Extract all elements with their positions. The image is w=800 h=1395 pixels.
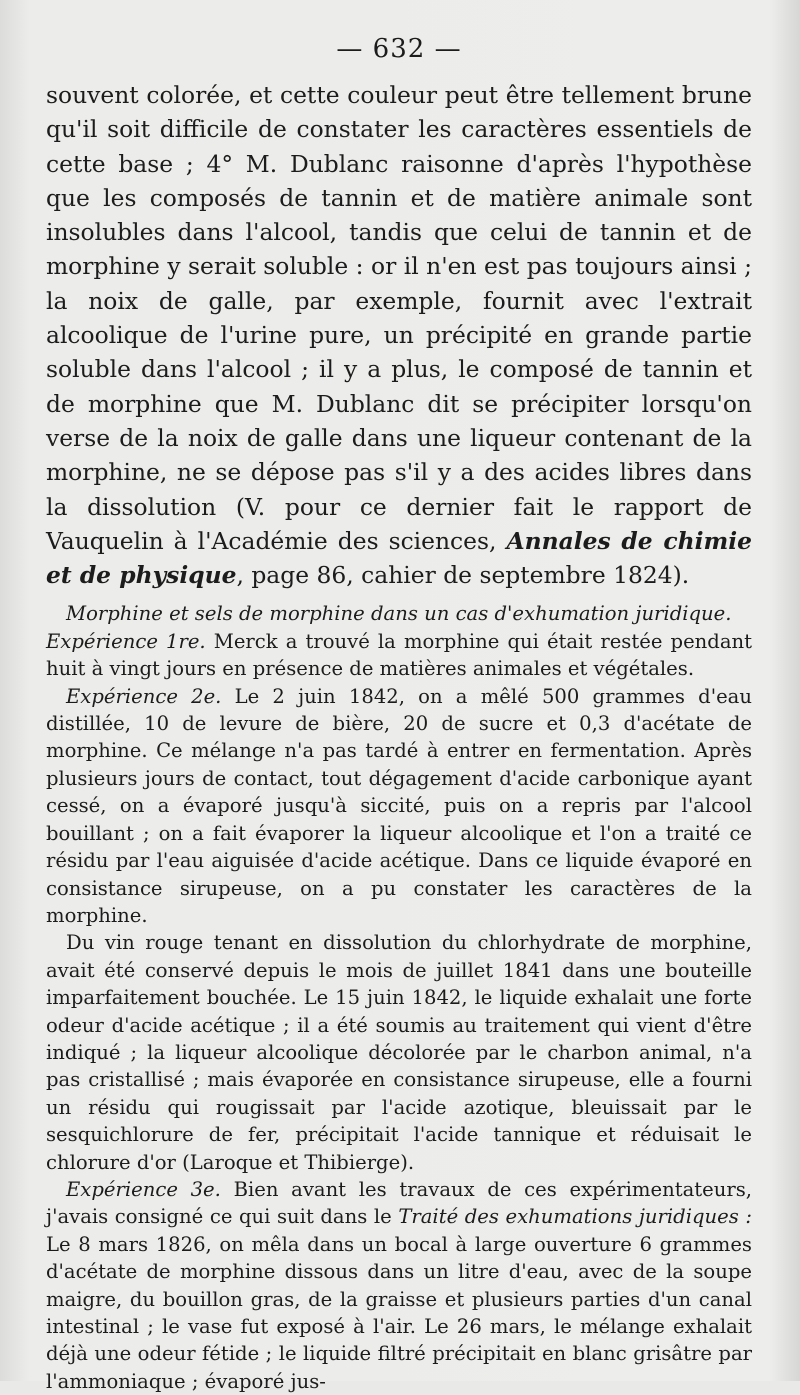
- paragraph-vin-rouge: Du vin rouge tenant en dissolution du chlorhydrate de morphine, avait été conservé depuis le mois de juillet 1841 dans une bouteille imparfaitement bouchée. Le 15 juin 1842, le liquide exhalait une forte odeur d'acide acétique ; il a été soumis au traitement qui vient d'être indiqué ; la liqueur alcoolique décolorée par le charbon animal, n'a pas cristallisé ; mais évaporée en consistance sirupeuse, elle a fourni un résidu qui rougissait par l'acide azotique, bleuissait par le sesquichlorure de fer, précipitait l'acide tannique et réduisait le chlorure d'or (Laroque et Thibierge).: [46, 931, 752, 1174]
- section-heading: Morphine et sels de morphine dans un cas d'exhumation juridique.: [66, 602, 732, 626]
- paragraph-experience-3: Expérience 3e. Bien avant les travaux de ces expérimentateurs, j'avais consigné ce qui suit dans le Traité des exhumations juridiques : Le 8 mars 1826, on mêla dans un bocal à large ouverture 6 grammes d'acétate de morphine dissous dans un litre d'eau, avec de la soupe maigre, du bouillon gras, de la graisse et plusieurs parties d'un canal intestinal ; le vase fut exposé à l'air. Le 26 mars, le mélange exhalait déjà une odeur fétide ; le liquide filtré précipitait en blanc grisâtre par l'ammoniaque ; évaporé jus-: [46, 1177, 752, 1393]
- paragraph-experience-1: Expérience 1re. Merck a trouvé la morphine qui était restée pendant huit à vingt jours en présence de matières animales et végétales.: [46, 629, 753, 681]
- experience-3-label: Expérience 3e.: [66, 1177, 221, 1201]
- page-number: — 632 —: [336, 34, 462, 64]
- paragraph-tannin-discussion: souvent colorée, et cette couleur peut être tellement brune qu'il soit difficile de constater les caractères essentiels de cette base ; 4° M. Dublanc raisonne d'après l'hypothèse que les composés de tannin et de matière animale sont insolubles dans l'alcool, tandis que celui de tannin et de morphine y serait soluble : or il n'en est pas toujours ainsi ; la noix de galle, par exemple, fournit avec l'extrait alcoolique de l'urine pure, un précipité en grande partie soluble dans l'alcool ; il y a plus, le composé de tannin et de morphine que M. Dublanc dit se précipiter lorsqu'on verse de la noix de galle dans une liqueur contenant de la morphine, ne se dépose pas s'il y a des acides libres dans la dissolution (V. pour ce dernier fait le rapport de Vauquelin à l'Académie des sciences, Annales de chimie et de physique, page 86, cahier de septembre 1824).: [46, 81, 752, 590]
- experience-1-label: Expérience 1re.: [46, 629, 206, 653]
- small-text-block: [46, 600, 752, 1395]
- book-title: Traité des exhumations juridiques :: [398, 1205, 752, 1229]
- experience-2-label: Expérience 2e.: [66, 684, 222, 708]
- journal-title: Annales de chimie et de physique: [46, 526, 752, 590]
- paragraph-experience-2: Expérience 2e. Le 2 juin 1842, on a mêlé 500 grammes d'eau distillée, 10 de levure de bière, 20 de sucre et 0,3 d'acétate de morphine. Ce mélange n'a pas tardé à entrer en fermentation. Après plusieurs jours de contact, tout dégagement d'acide carbonique ayant cessé, on a évaporé jusqu'à siccité, puis on a repris par l'alcool bouillant ; on a fait évaporer la liqueur alcoolique et l'on a traité ce résidu par l'eau aiguisée d'acide acétique. Dans ce liquide évaporé en consistance sirupeuse, on a pu constater les caractères de la morphine.: [46, 684, 752, 927]
- top-text-block: [46, 78, 752, 592]
